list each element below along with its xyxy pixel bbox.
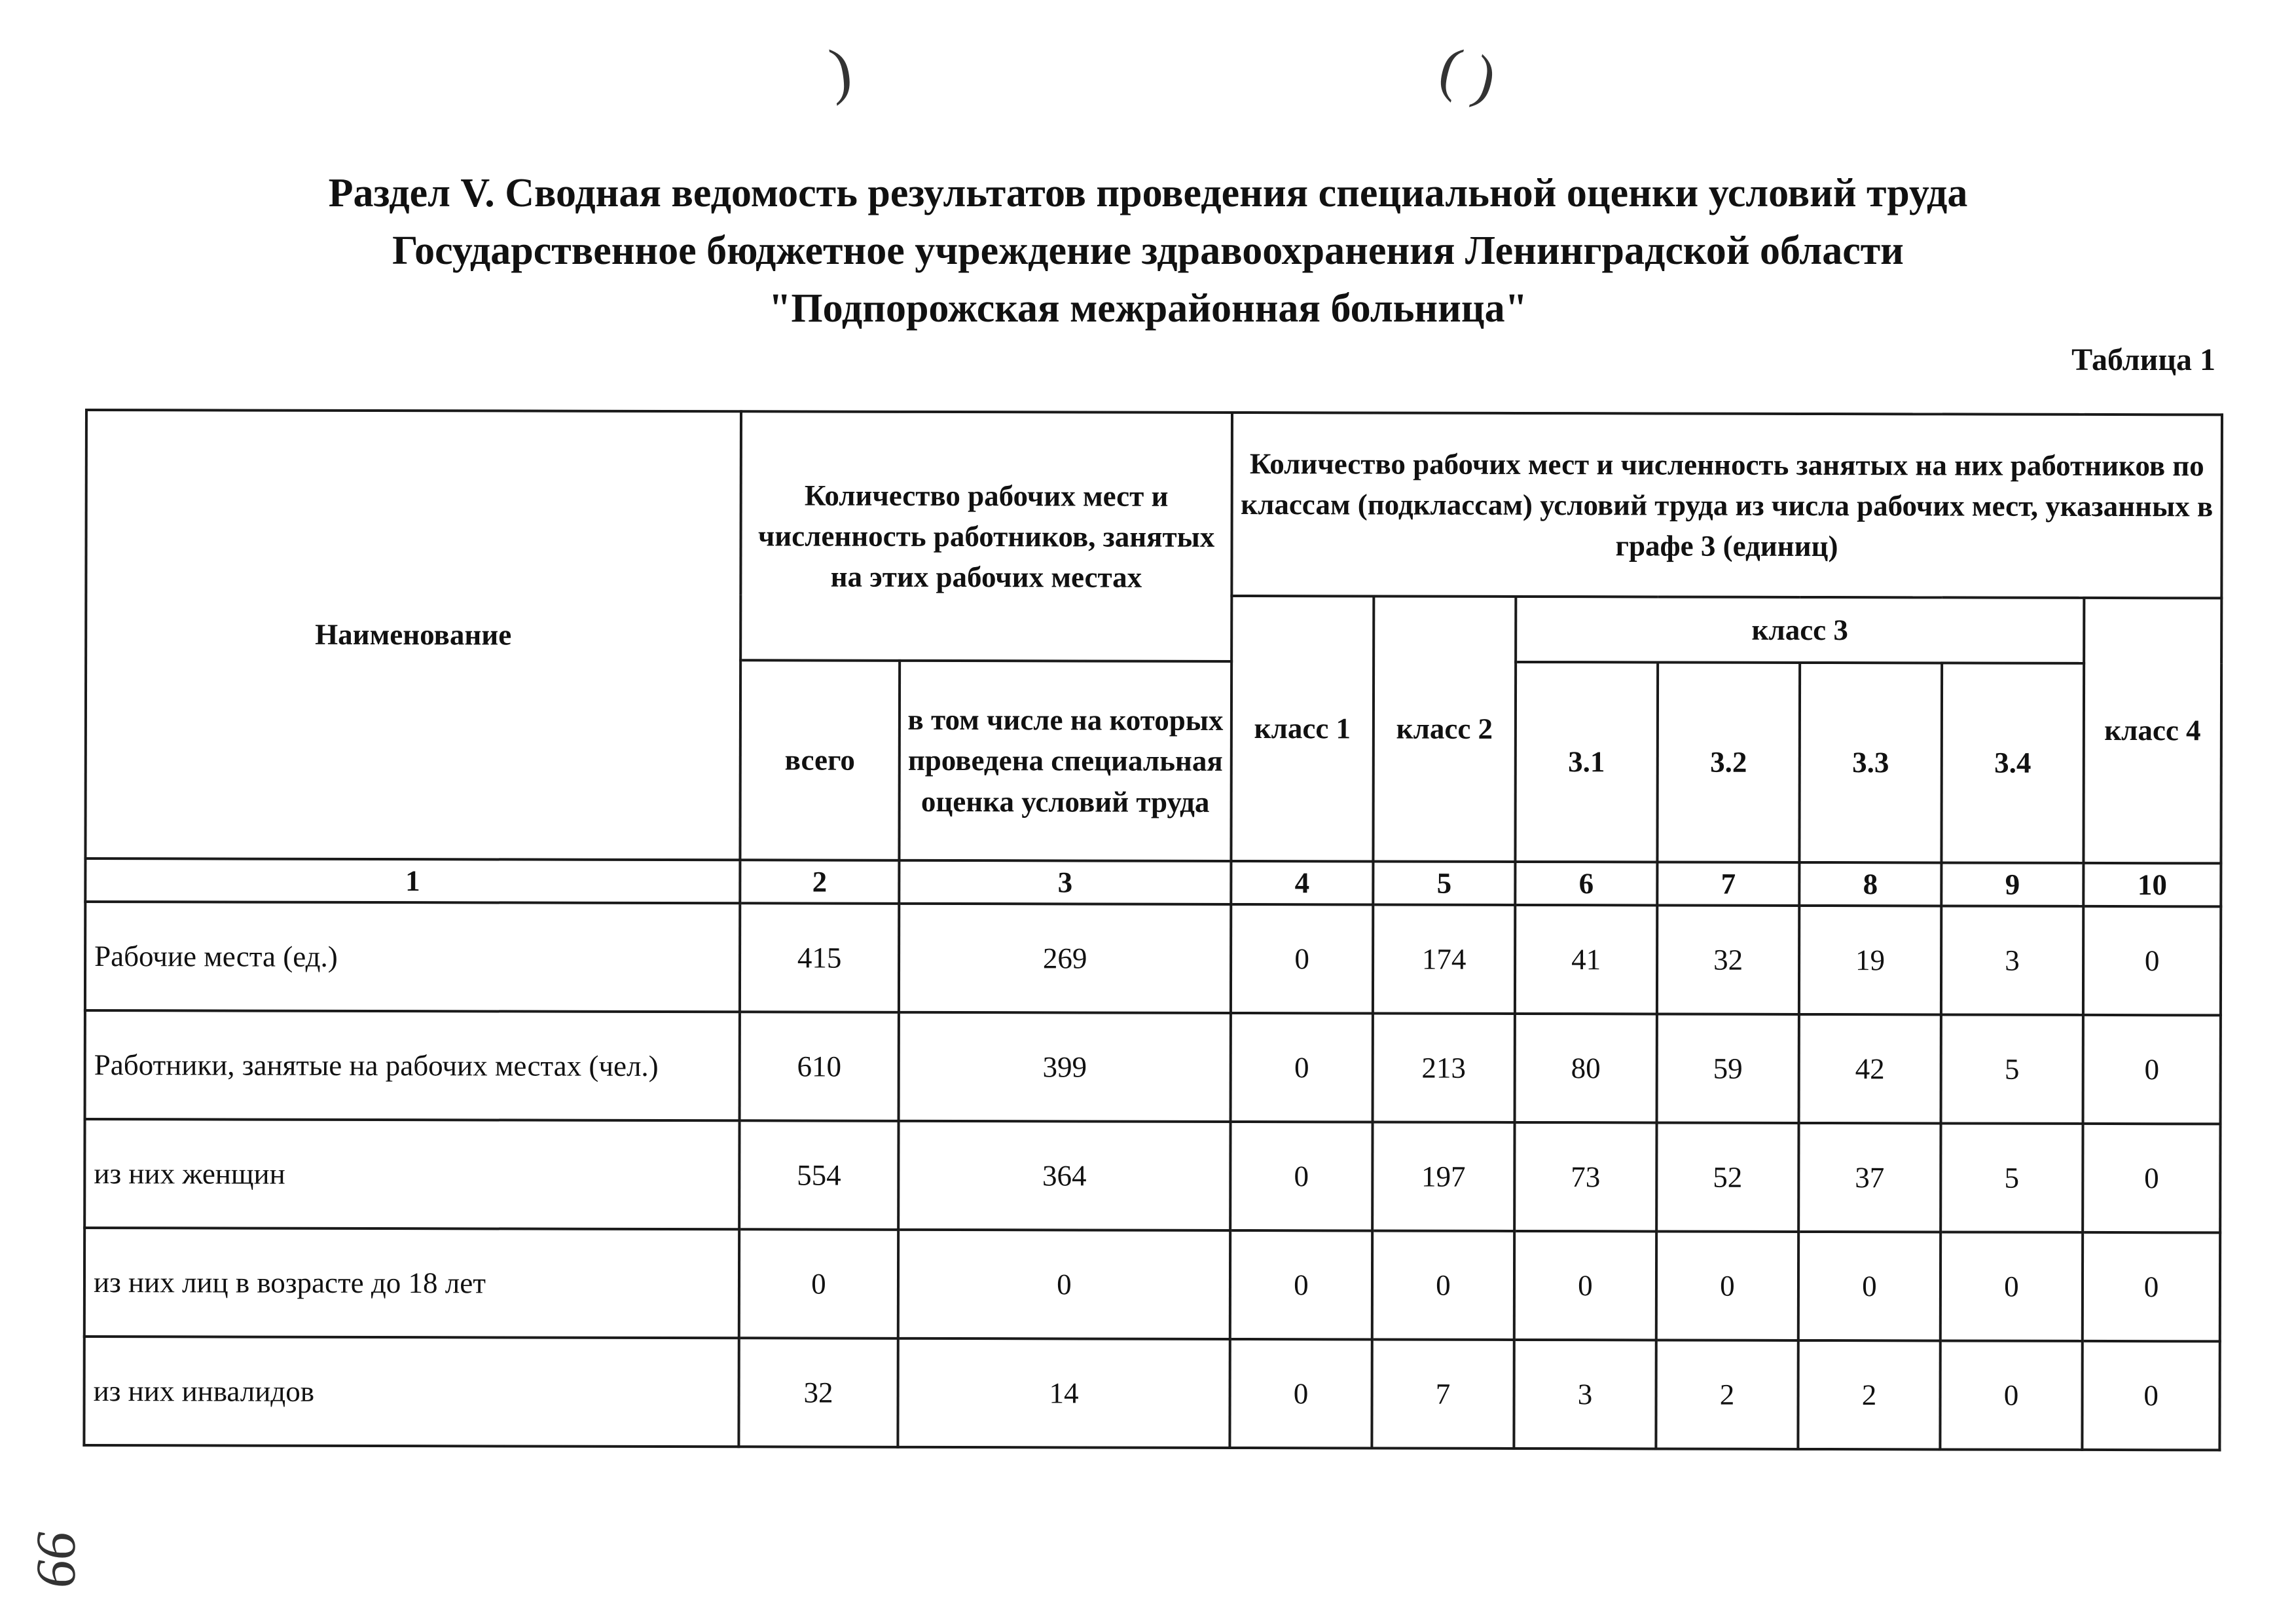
table-label: Таблица 1 [2071,342,2215,377]
table-cell: 0 [1656,1232,1798,1340]
table-cell: 0 [1231,1013,1373,1122]
table-cell: 0 [2083,906,2221,1015]
table-cell: 3 [1514,1340,1656,1449]
header-total: всего [740,660,900,860]
scan-mark-left: ) [825,34,856,107]
results-table [82,409,2223,1452]
header-class-2: класс 2 [1373,596,1516,861]
column-number: 5 [1373,861,1515,905]
table-cell: 0 [1798,1232,1941,1340]
table-cell: 0 [1230,1339,1372,1448]
table-cell: 0 [1514,1231,1656,1340]
table-cell: 197 [1372,1122,1514,1231]
table-cell: 41 [1515,905,1657,1014]
header-subclass-3-1: 3.1 [1515,662,1658,862]
table-cell: 5 [1941,1124,2083,1232]
table-cell: 364 [898,1121,1230,1230]
column-number: 4 [1231,861,1373,905]
table-cell: 0 [1940,1341,2082,1450]
table-cell: 3 [1941,906,2083,1015]
column-number-row [85,858,2221,906]
column-number: 9 [1941,862,2083,906]
table-cell: 37 [1798,1123,1941,1232]
row-name: из них женщин [84,1119,739,1229]
table-cell: 415 [740,903,899,1012]
column-number: 2 [740,860,899,904]
table-cell: 0 [739,1229,898,1338]
header-group-workplaces: Количество рабочих мест и численность работников, занятых на этих рабочих местах [740,411,1232,661]
table-cell: 52 [1656,1123,1798,1232]
document-title-line-1: Раздел V. Сводная ведомость результатов проведения специальной оценки условий труда [328,171,1968,215]
column-number: 6 [1515,862,1657,906]
table-cell: 0 [2083,1015,2221,1124]
header-name: Наименование [85,410,741,860]
row-name: Работники, занятые на рабочих местах (чел.) [85,1010,740,1120]
row-name: из них лиц в возрасте до 18 лет [84,1228,739,1338]
table-row-disabled [84,1337,2219,1450]
header-class-3: класс 3 [1516,597,2084,663]
table-cell: 0 [2083,1232,2220,1341]
table-cell: 2 [1656,1340,1798,1449]
table-cell: 80 [1515,1014,1657,1122]
table-cell: 0 [1372,1231,1514,1340]
document-title-line-2: Государственное бюджетное учреждение здравоохранения Ленинградской области [392,229,1904,273]
row-name: из них инвалидов [84,1337,738,1447]
table-cell: 0 [2082,1341,2219,1450]
table-cell: 14 [898,1338,1230,1448]
table-cell: 59 [1657,1014,1799,1123]
table-cell: 32 [1657,906,1799,1014]
scan-mark-right: ( ) [1432,33,1503,112]
table-cell: 7 [1372,1340,1514,1449]
column-number: 3 [899,860,1231,904]
header-group-classes: Количество рабочих мест и численность занятых на них работников по классам (подклассам) условий труда из числа рабочих мест, указанных в графе 3 (единиц) [1231,413,2222,598]
table-cell: 213 [1373,1014,1515,1122]
table-row-women [84,1119,2220,1232]
table-cell: 554 [739,1120,898,1230]
page-number: 99 [26,1530,88,1587]
table-row-workers [85,1010,2221,1124]
header-subclass-3-4: 3.4 [1941,663,2084,862]
header-assessed: в том числе на которых проведена специальная оценка условий труда [899,661,1231,861]
table-cell: 0 [2083,1124,2220,1232]
table-cell: 610 [740,1012,899,1121]
header-class-4: класс 4 [2083,598,2221,863]
column-number: 1 [85,858,740,903]
document-title-line-3: "Подпорожская межрайонная больница" [769,286,1527,331]
header-subclass-3-3: 3.3 [1799,663,1942,862]
header-class-1: класс 1 [1231,596,1374,861]
table-cell: 174 [1373,905,1515,1014]
table-cell: 0 [1230,1122,1372,1230]
table-cell: 0 [898,1230,1230,1339]
table-cell: 42 [1799,1014,1941,1123]
table-row-minors [84,1228,2220,1341]
table-cell: 2 [1798,1340,1940,1449]
row-name: Рабочие места (ед.) [85,902,740,1012]
table-cell: 269 [899,904,1231,1013]
header-subclass-3-2: 3.2 [1657,662,1800,862]
table-row-workplaces [85,902,2221,1015]
column-number: 8 [1799,862,1941,906]
table-cell: 0 [1230,1230,1372,1339]
table-cell: 399 [899,1012,1231,1122]
table-cell: 0 [1231,904,1373,1013]
column-number: 7 [1657,862,1799,906]
table-cell: 0 [1941,1232,2083,1341]
table-cell: 5 [1941,1015,2083,1124]
table-cell: 32 [738,1338,898,1447]
table-cell: 73 [1514,1122,1656,1231]
table-cell: 19 [1799,906,1941,1014]
column-number: 10 [2083,863,2221,907]
